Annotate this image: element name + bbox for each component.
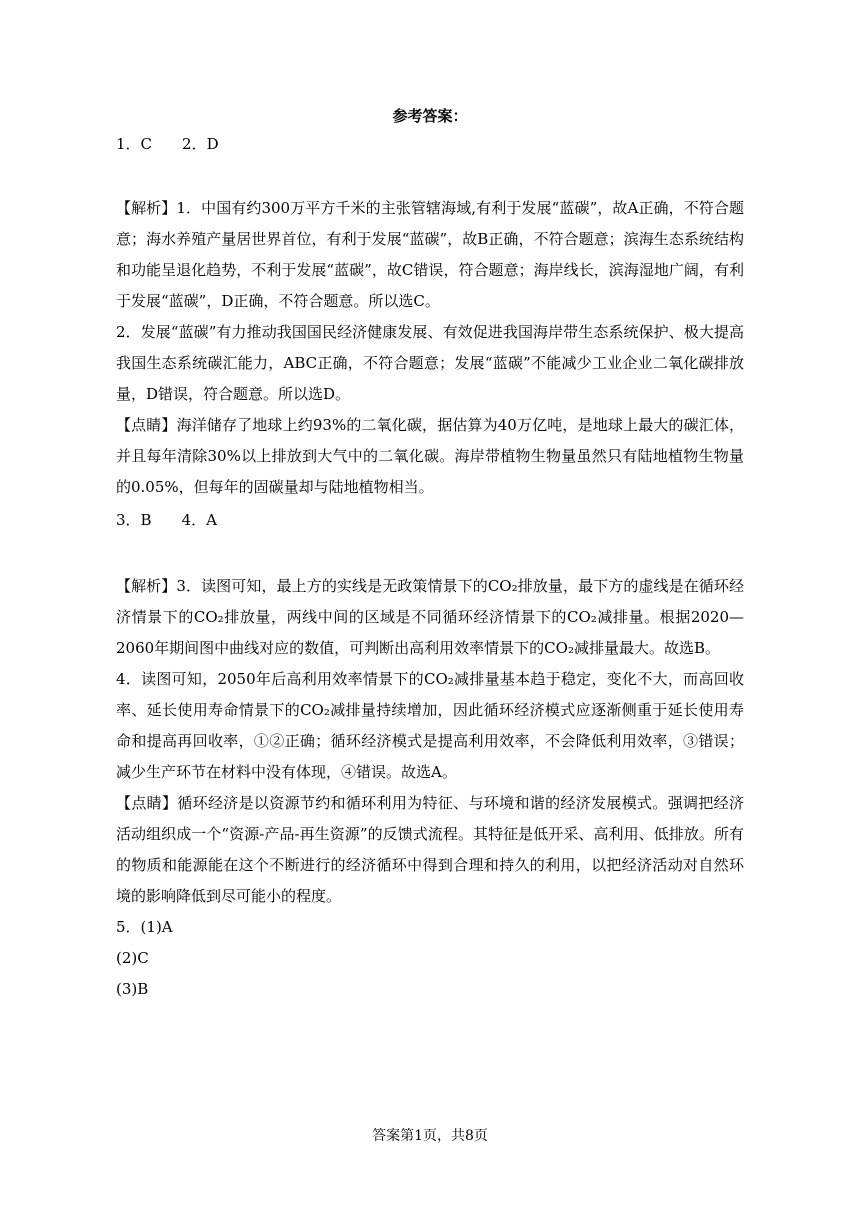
page-title: 参考答案：	[392, 107, 468, 125]
analysis-q4: 4．读图可知，2050年后高利用效率情景下的CO₂减排量基本趋于稳定，变化不大，而高回收率、延长使用寿命情景下的CO₂减排量持续增加，因此循环经济模式应逐渐侧重于延长使用寿命和提高再回收率，①②正确；循环经济模式是提高利用效率，不会降低利用效率，③错误；减少生产环节在材料中没有体现，④错误。故选A。	[116, 670, 744, 781]
page-footer: 答案第1页，共8页	[372, 1128, 488, 1144]
answer-content	[116, 133, 744, 1005]
key-point-1: 【点睛】海洋储存了地球上约93%的二氧化碳，据估算为40万亿吨，是地球上最大的碳汇体，并且每年清除30%以上排放到大气中的二氧化碳。海岸带植物生物量虽然只有陆地植物生物量的0.05%，但每年的固碳量却与陆地植物相当。	[116, 416, 744, 496]
spacer	[116, 531, 744, 571]
answer-q5-part1: 5．(1)A	[116, 918, 173, 936]
spacer	[116, 155, 744, 193]
answers-q1-q2: 1．C 2．D	[116, 135, 219, 153]
analysis-q3: 【解析】3．读图可知，最上方的实线是无政策情景下的CO₂排放量，最下方的虚线是在循环经济情景下的CO₂排放量，两线中间的区域是不同循环经济情景下的CO₂减排量。根据2020—2060年期间图中曲线对应的数值，可判断出高利用效率情景下的CO₂减排量最大。故选B。	[116, 577, 744, 657]
answer-q5-part2: (2)C	[116, 949, 149, 967]
answers-q3-q4: 3．B 4．A	[116, 511, 217, 529]
analysis-q2: 2．发展“蓝碳”有力推动我国国民经济健康发展、有效促进我国海岸带生态系统保护、极大提高我国生态系统碳汇能力，ABC正确，不符合题意；发展“蓝碳”不能减少工业企业二氧化碳排放量，D错误，符合题意。所以选D。	[116, 323, 744, 403]
answer-q5-part3: (3)B	[116, 980, 149, 998]
analysis-q1: 【解析】1．中国有约300万平方千米的主张管辖海域,有利于发展“蓝碳”，故A正确，不符合题意；海水养殖产量居世界首位，有利于发展“蓝碳”，故B正确，不符合题意；滨海生态系统结构和功能呈退化趋势，不利于发展“蓝碳”，故C错误，符合题意；海岸线长，滨海湿地广阔，有利于发展“蓝碳”，D正确，不符合题意。所以选C。	[116, 199, 744, 310]
key-point-2: 【点睛】循环经济是以资源节约和循环利用为特征、与环境和谐的经济发展模式。强调把经济活动组织成一个“资源-产品-再生资源”的反馈式流程。其特征是低开采、高利用、低排放。所有的物质和能源能在这个不断进行的经济循环中得到合理和持久的利用，以把经济活动对自然环境的影响降低到尽可能小的程度。	[116, 794, 744, 905]
